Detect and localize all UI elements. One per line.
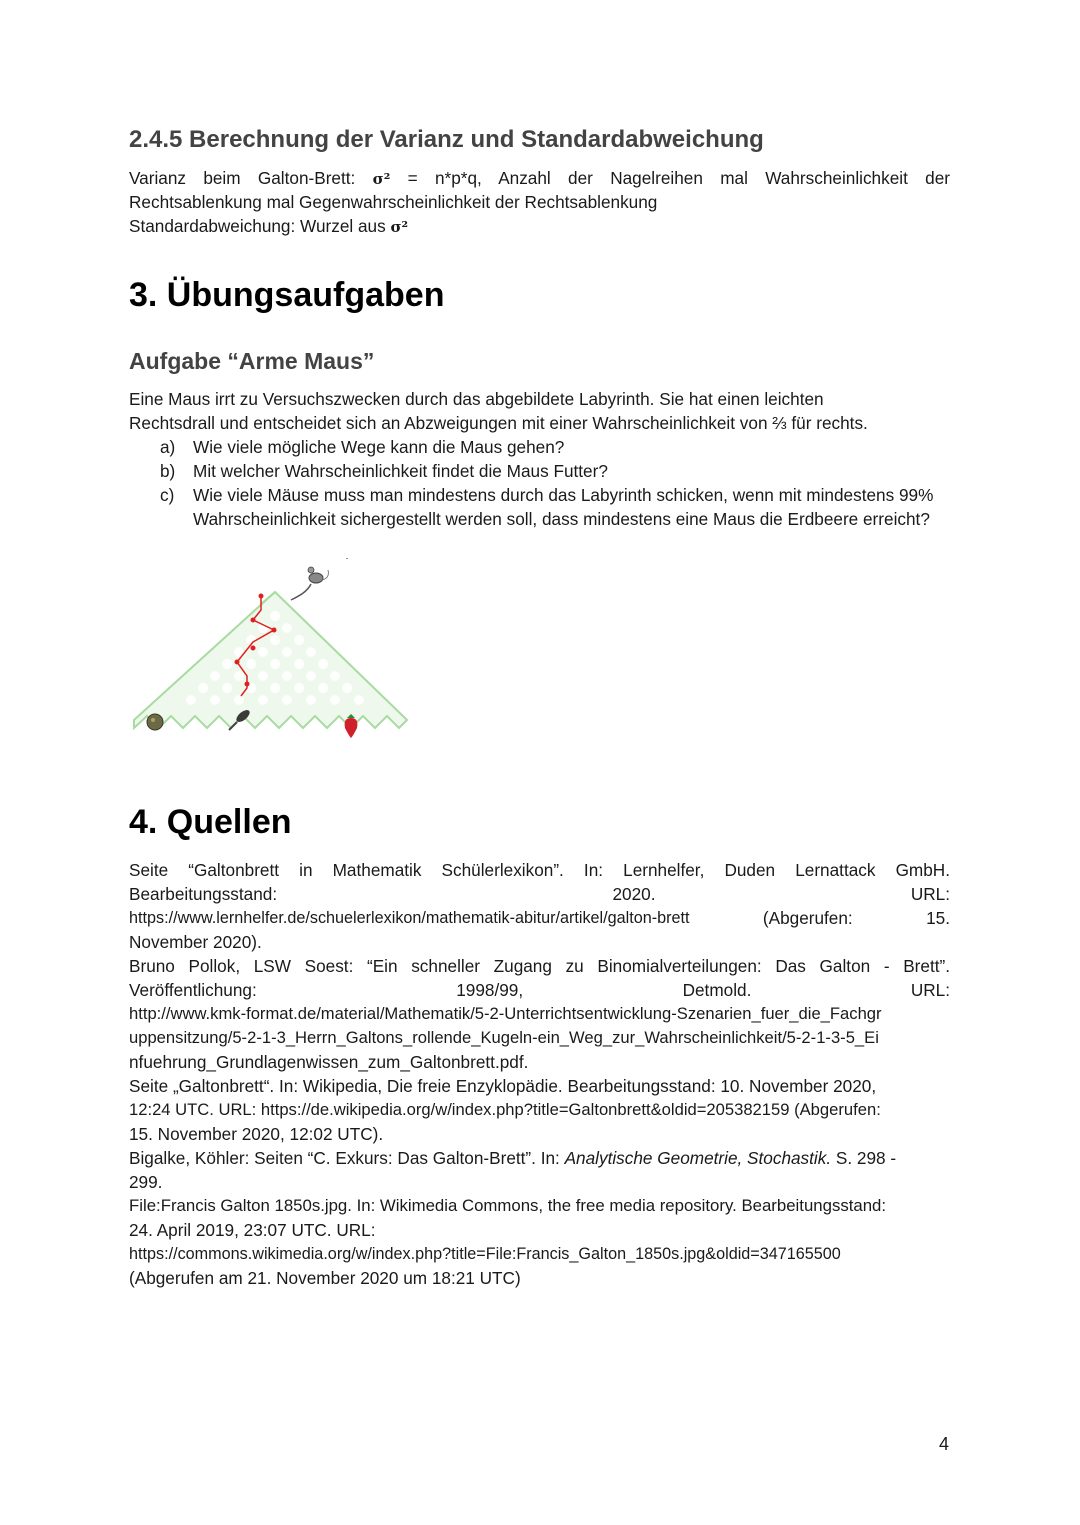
question-mark: a) <box>160 437 176 457</box>
ref4-pages: S. 298 - <box>835 1148 897 1168</box>
ref5-line-4: (Abgerufen am 21. November 2020 um 18:21 UTC) <box>129 1268 521 1288</box>
question-text: Wie viele mögliche Wege kann die Maus gehen? <box>193 437 565 457</box>
varianz-line-1 <box>129 166 950 191</box>
question-mark: b) <box>160 461 176 481</box>
ref5-line-2: 24. April 2019, 23:07 UTC. URL: <box>129 1220 376 1240</box>
task-heading: Aufgabe “Arme Maus” <box>129 348 375 374</box>
std-sigma-squared: σ² <box>390 218 409 236</box>
task-intro-line-1: Eine Maus irrt zu Versuchszwecken durch das abgebildete Labyrinth. Sie hat einen leichten <box>129 389 824 409</box>
maze-triangle <box>134 592 407 728</box>
section-heading-4: 4. Quellen <box>129 803 292 841</box>
ref2-line-5: nfuehrung_Grundlagenwissen_zum_Galtonbrett.pdf. <box>129 1052 529 1072</box>
ref1-url-label: URL: <box>910 884 950 904</box>
sigma-squared: σ² <box>372 170 391 188</box>
ref1-url: https://www.lernhelfer.de/schuelerlexikon/mathematik-abitur/artikel/galton-brett <box>129 909 690 927</box>
task-questions <box>129 435 950 531</box>
ref5-line-1: File:Francis Galton 1850s.jpg. In: Wikimedia Commons, the free media repository. Bearbeitungsstand: <box>129 1196 887 1215</box>
ref4-line-2: 299. <box>129 1172 163 1192</box>
std-text: Standardabweichung: Wurzel aus <box>129 216 386 236</box>
mouse-icon <box>291 558 348 600</box>
ref2-line-2 <box>129 978 950 1002</box>
ref2-url-label: URL: <box>910 980 950 1000</box>
task-intro-line-2: Rechtsdrall und entscheidet sich an Abzweigungen mit einer Wahrscheinlichkeit von ⅔ für rechts. <box>129 413 868 433</box>
page-number: 4 <box>938 1434 949 1454</box>
varianz-formula: = n*p*q, <box>407 168 482 188</box>
ref4-line-1 <box>129 1146 950 1170</box>
ref1-year: 2020. <box>612 884 656 904</box>
ref3-line-2: 12:24 UTC. URL: https://de.wikipedia.org/w/index.php?title=Galtonbrett&oldid=205382159 (Abgerufen: <box>129 1100 881 1119</box>
varianz-text: Anzahl der Nagelreihen mal Wahrscheinlichkeit der <box>498 168 951 188</box>
ref3-line-3: 15. November 2020, 12:02 UTC). <box>129 1124 384 1144</box>
question-text: Wie viele Mäuse muss man mindestens durch das Labyrinth schicken, wenn mit mindestens 99% Wahrscheinlichkeit sichergestellt werden soll, dass mindestens eine Maus die Erdbeere erreicht? <box>193 485 934 529</box>
ref2-line-4: uppensitzung/5-2-1-3_Herrn_Galtons_rollende_Kugeln-ein_Weg_zur_Wahrscheinlichkeit/5-2-1-3-5_Ei <box>129 1028 879 1047</box>
question-c <box>129 483 950 531</box>
varianz-line-2: Rechtsablenkung mal Gegenwahrscheinlichkeit der Rechtsablenkung <box>129 192 658 212</box>
ref1-line-4: November 2020). <box>129 932 262 952</box>
labyrinth-illustration <box>129 558 411 750</box>
ref4-text: Bigalke, Köhler: Seiten “C. Exkurs: Das Galton-Brett”. In: <box>129 1148 560 1168</box>
ref1-retrieved: (Abgerufen: <box>762 908 853 928</box>
section-heading-2-4-5: 2.4.5 Berechnung der Varianz und Standardabweichung <box>129 126 764 153</box>
sources-list <box>129 858 950 1290</box>
ref5-line-3: https://commons.wikimedia.org/w/index.php?title=File:Francis_Galton_1850s.jpg&oldid=347165500 <box>129 1245 841 1263</box>
ref2-label: Veröffentlichung: <box>129 980 257 1000</box>
ref2-year: 1998/99, <box>456 980 524 1000</box>
ref1-line-2 <box>129 882 950 906</box>
question-b <box>129 459 950 483</box>
question-mark: c) <box>160 485 175 505</box>
ref1-day: 15. <box>926 908 950 928</box>
ref1-label: Bearbeitungsstand: <box>129 884 278 904</box>
ref1-text: Seite “Galtonbrett in Mathematik Schülerlexikon”. In: Lernhelfer, Duden Lernattack GmbH. <box>129 860 950 880</box>
ref1-line-1 <box>129 858 950 882</box>
ref4-book-title: Analytische Geometrie, Stochastik. <box>564 1148 832 1168</box>
question-a <box>129 435 950 459</box>
ref3-line-1: Seite „Galtonbrett“. In: Wikipedia, Die freie Enzyklopädie. Bearbeitungsstand: 10. November 2020, <box>129 1076 877 1096</box>
std-line <box>129 214 950 239</box>
question-text: Mit welcher Wahrscheinlichkeit findet die Maus Futter? <box>193 461 608 481</box>
ref1-line-3 <box>129 906 950 930</box>
ref2-line-1: Bruno Pollok, LSW Soest: “Ein schneller Zugang zu Binomialverteilungen: Das Galton - Brett”. <box>129 956 950 976</box>
section-heading-3: 3. Übungsaufgaben <box>129 276 445 314</box>
varianz-label: Varianz beim Galton-Brett: <box>129 168 356 188</box>
ref2-line-3: http://www.kmk-format.de/material/Mathematik/5-2-Unterrichtsentwicklung-Szenarien_fuer_die_Fachgr <box>129 1004 882 1023</box>
ref2-place: Detmold. <box>682 980 752 1000</box>
cheese-icon <box>147 714 163 730</box>
